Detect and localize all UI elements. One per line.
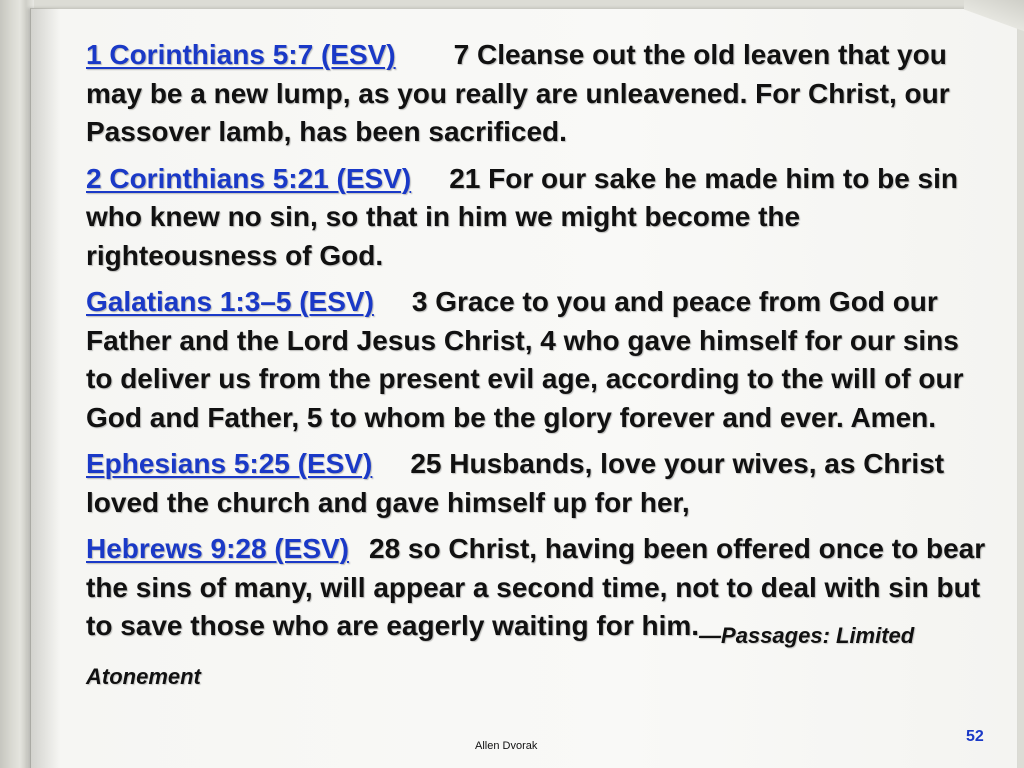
passage-galatians-1-3-5 [86, 283, 986, 437]
passages-list [86, 36, 986, 696]
page-edges [0, 0, 34, 768]
passage-ephesians-5-25 [86, 445, 986, 522]
passage-text: 21 For our sake he made him to be sin who knew no sin, so that in him we might become the righteousness of God. [86, 162, 958, 271]
spine-shadow [30, 8, 60, 768]
passage-text: 3 Grace to you and peace from God our Father and the Lord Jesus Christ, 4 who gave himself for our sins to deliver us from the present evil age, according to the will of our God and Father, 5 to whom be the glory forever and ever. Amen. [86, 286, 964, 433]
scripture-reference-link[interactable]: 2 Corinthians 5:21 (ESV) [86, 162, 412, 194]
passage-text: 28 so Christ, having been offered once to bear the sins of many, will appear a second time, not to deal with sin but to save those who are eagerly waiting for him. [86, 533, 986, 641]
source-attribution: —Passages: Limited Atonement [86, 623, 915, 689]
scripture-reference-link[interactable]: Ephesians 5:25 (ESV) [86, 448, 373, 479]
passage-hebrews-9-28 [86, 530, 986, 688]
page-corner [964, 0, 1024, 40]
scripture-reference-link[interactable]: Hebrews 9:28 (ESV) [86, 533, 349, 564]
author-name: Allen Dvorak [475, 740, 538, 752]
scripture-reference-link[interactable]: 1 Corinthians 5:7 (ESV) [86, 39, 396, 70]
passage-1-corinthians-5-7 [86, 36, 986, 152]
passage-text: 7 Cleanse out the old leaven that you may be a new lump, as you really are unleavened. For Christ, our Passover lamb, has been sacrificed. [86, 39, 950, 147]
passage-2-corinthians-5-21 [86, 160, 986, 276]
page-number: 52 [966, 728, 984, 745]
passage-text: 25 Husbands, love your wives, as Christ loved the church and gave himself up for her, [86, 448, 945, 518]
scripture-reference-link[interactable]: Galatians 1:3–5 (ESV) [86, 286, 374, 317]
